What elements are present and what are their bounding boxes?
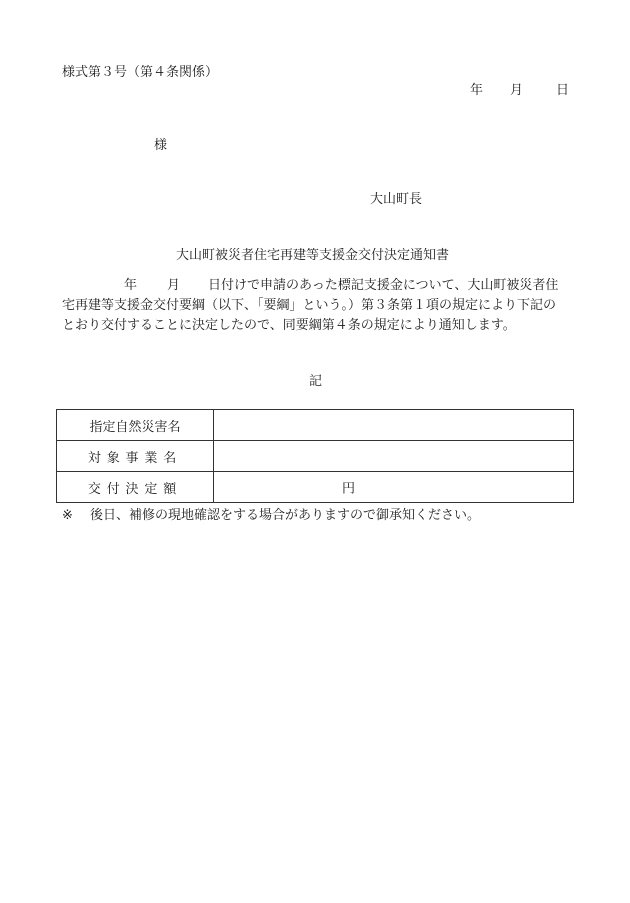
table-label-project: 対象事業名 — [57, 441, 214, 472]
table-value-amount — [214, 472, 574, 503]
issuer-title: 大山町長 — [370, 192, 423, 207]
body-line-2: 宅再建等支援金交付要綱（以下、「要綱」という。）第３条第１項の規定により下記の — [62, 298, 557, 313]
body-month-label: 月 — [167, 278, 181, 293]
ki-heading: 記 — [309, 374, 323, 389]
body-line-1 — [62, 276, 574, 296]
note-text: 後日、補修の現地確認をする場合がありますので御承知ください。 — [90, 508, 481, 523]
table-value-disaster — [214, 410, 574, 441]
document-title: 大山町被災者住宅再建等支援金交付決定通知書 — [176, 248, 450, 263]
date-day-label: 日 — [556, 83, 570, 98]
body-line-3: とおり交付することに決定したので、同要綱第４条の規定により通知します。 — [62, 318, 516, 333]
date-year-label: 年 — [470, 83, 484, 98]
body-year-label: 年 — [124, 278, 138, 293]
document-body — [62, 276, 574, 336]
footnote — [62, 509, 480, 522]
yen-unit: 円 — [342, 481, 356, 497]
table-value-project — [214, 441, 574, 472]
details-table — [56, 409, 574, 503]
date-month-label: 月 — [510, 83, 524, 98]
table-row — [57, 441, 574, 472]
form-number: 様式第３号（第４条関係） — [62, 65, 219, 80]
body-line-1-text: 日付けで申請のあった標記支援金について、大山町被災者住 — [208, 278, 559, 293]
table-row — [57, 410, 574, 441]
table-label-disaster: 指定自然災害名 — [57, 410, 214, 441]
table-label-amount: 交付決定額 — [57, 472, 214, 503]
note-mark: ※ — [62, 508, 73, 523]
date-line — [470, 84, 569, 97]
recipient-honorific: 様 — [154, 138, 168, 153]
table-row — [57, 472, 574, 503]
